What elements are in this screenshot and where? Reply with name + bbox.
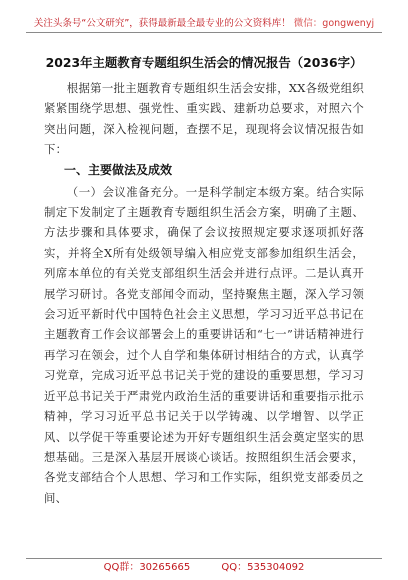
banner-main-text: 关注头条号“公文研究”，获得最新最全最专业的公文资料库！ <box>33 18 291 29</box>
section1-heading: 一、主要做法及成效 <box>64 162 173 177</box>
header-banner <box>26 16 382 33</box>
footer-qq-group: QQ群：30265665 <box>103 562 191 573</box>
footer-contact <box>0 560 408 576</box>
document-title: 2023年主题教育专题组织生活会的情况报告（2036字） <box>45 55 363 70</box>
footer-divider <box>26 558 382 559</box>
footer-qq: QQ：535304092 <box>221 562 305 573</box>
intro-paragraph: 根据第一批主题教育专题组织生活会安排，XX各级党组织紧紧围绕学思想、强党性、重实践、建新功总要求，对照六个突出问题，深入检视问题，查摆不足，现现将会议情况报告如下： <box>44 81 364 157</box>
document-body <box>44 54 364 508</box>
section1-paragraph: （一）会议准备充分。一是科学制定本级方案。结合实际制定下发制定了主题教育专题组织生活会方案，明确了主题、方法步骤和具体要求，确保了会议按照规定要求逐项抓好落实，并将全X所有处级领导编入相应党支部参加组织生活会，列席本单位的有关党支部组织生活会并进行点评。二是认真开展学习研讨。各党支部闻令而动，坚持聚焦主题，深入学习领会习近平新时代中国特色社会主义思想，学习习近平总书记在主题教育工作会议部署会上的重要讲话和“七一”讲话精神进行再学习在领会，过个人自学和集体研讨相结合的方式，认真学习党章，完成习近平总书记关于党的建设的重要思想，学习习近平总书记关于严肃党内政治生活的重要讲话和重要指示批示精神，学习习近平总书记关于以学铸魂、以学增智、以学正风、以学促干等重要论述为开好专题组织生活会奠定坚实的思想基础。三是深入基层开展谈心谈话。按照组织生活会要求，各党支部结合个人思想、学习和工作实际，组织党支部委员之间、 <box>44 184 364 505</box>
banner-wechat-text: 微信：gongwenyj <box>293 18 375 29</box>
